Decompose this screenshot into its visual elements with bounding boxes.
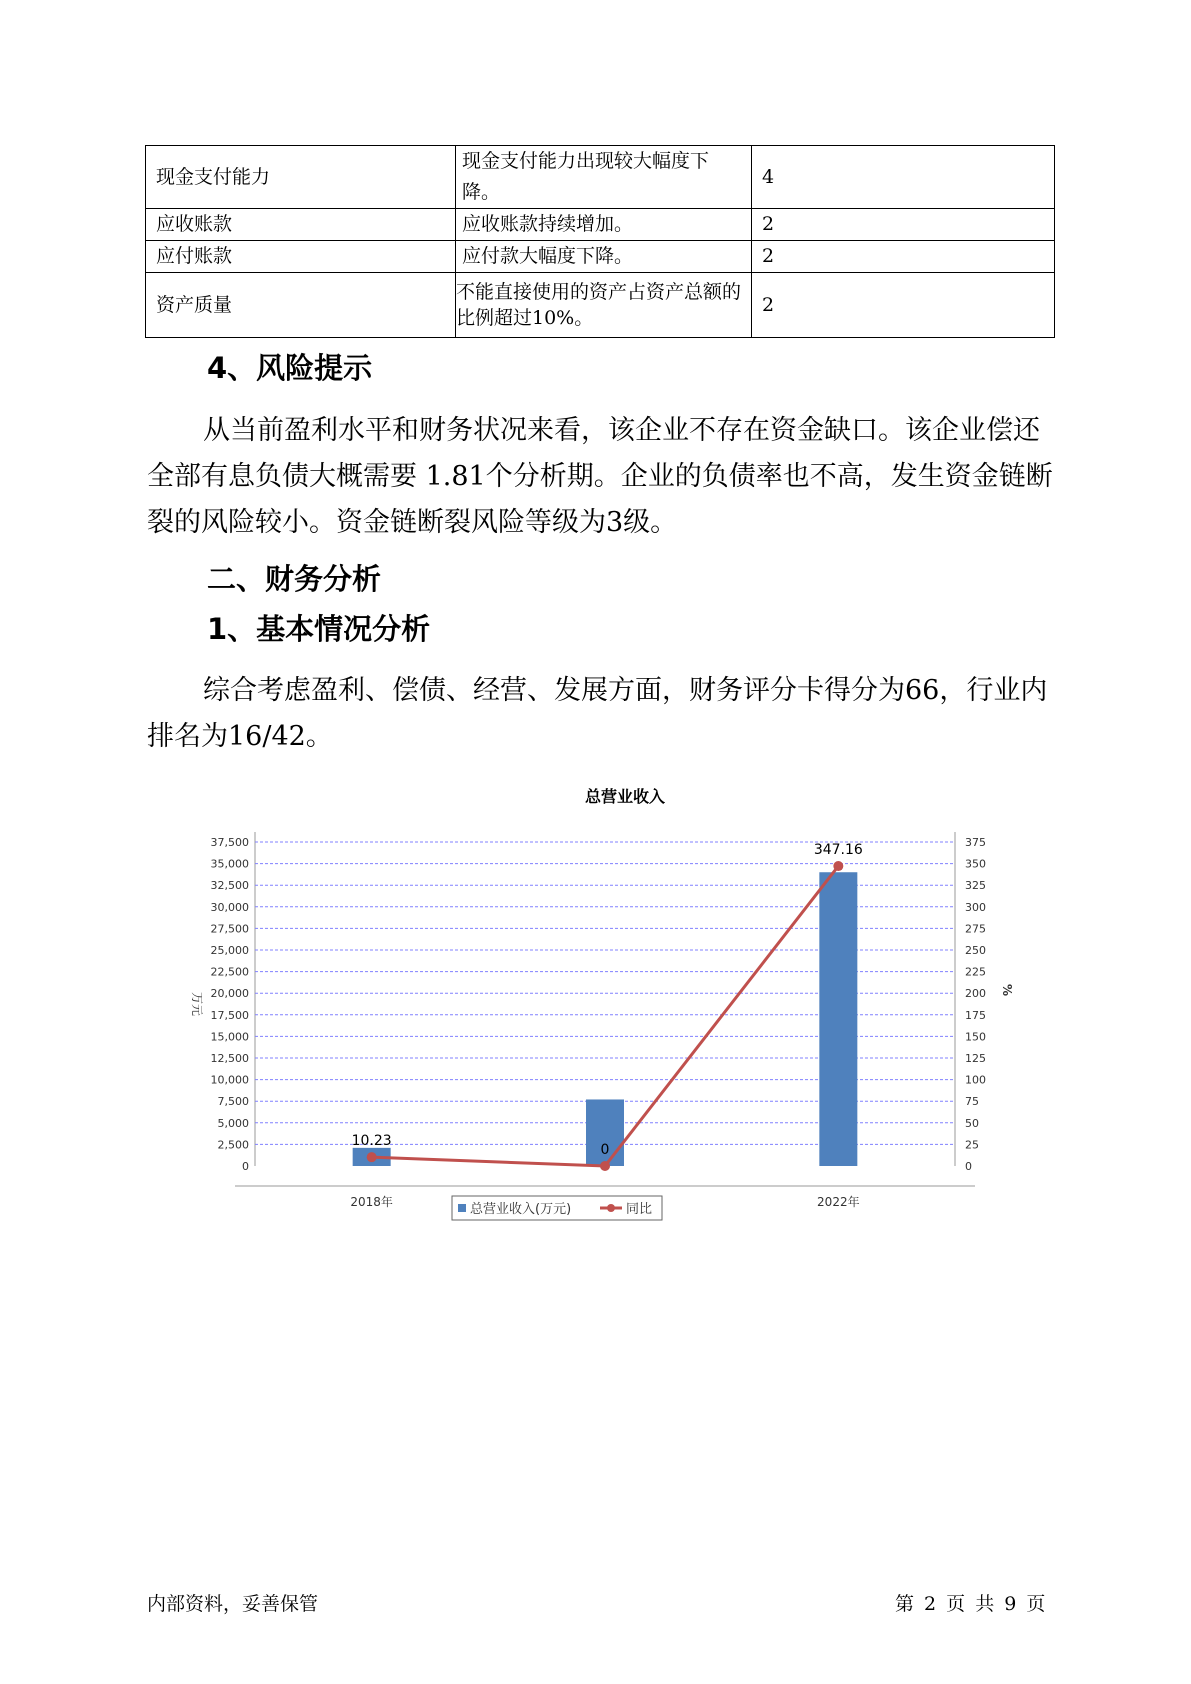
y2-axis-label: % xyxy=(1000,983,1014,997)
table-cell-desc: 不能直接使用的资产占资产总额的比例超过10%。 xyxy=(456,273,752,338)
section-heading-finance: 二、财务分析 xyxy=(207,562,382,596)
y-tick-label: 35,000 xyxy=(210,857,249,871)
table-cell-item: 应付账款 xyxy=(146,241,456,273)
y-tick-label: 25,000 xyxy=(210,944,249,957)
x-tick-label: 2022年 xyxy=(817,1195,860,1209)
table-cell-level: 4 xyxy=(752,146,1055,209)
legend-swatch-revenue xyxy=(458,1204,466,1212)
finance-paragraph: 综合考虑盈利、偿债、经营、发展方面，财务评分卡得分为66，行业内排名为16/42。 xyxy=(147,675,1048,752)
chart-title: 总营业收入 xyxy=(584,787,666,806)
y2-tick-label: 275 xyxy=(965,922,986,936)
y2-tick-label: 125 xyxy=(965,1052,986,1065)
y-tick-label: 0 xyxy=(242,1160,249,1173)
y-tick-label: 17,500 xyxy=(210,1008,249,1022)
y2-tick-label: 75 xyxy=(965,1095,979,1109)
risk-indicator-table xyxy=(145,145,1055,338)
table-cell-item: 资产质量 xyxy=(146,273,456,338)
y2-tick-label: 225 xyxy=(965,965,986,979)
y2-tick-label: 375 xyxy=(965,836,986,849)
legend-label-revenue: 总营业收入(万元) xyxy=(470,1202,572,1217)
table-cell-item: 现金支付能力 xyxy=(146,146,456,209)
y2-tick-label: 250 xyxy=(965,944,986,957)
y2-tick-label: 325 xyxy=(965,879,986,893)
table-cell-desc: 应付款大幅度下降。 xyxy=(456,241,752,273)
y2-tick-label: 25 xyxy=(965,1138,979,1152)
y2-tick-label: 175 xyxy=(965,1008,986,1022)
y-tick-label: 15,000 xyxy=(210,1030,249,1044)
table-cell-level: 2 xyxy=(752,209,1055,241)
y-tick-label: 30,000 xyxy=(210,900,249,914)
y-tick-label: 32,500 xyxy=(210,879,249,893)
y-tick-label: 7,500 xyxy=(217,1095,249,1109)
y2-tick-label: 300 xyxy=(965,900,986,914)
revenue-chart xyxy=(175,780,1025,1250)
y-tick-label: 2,500 xyxy=(217,1138,249,1152)
y2-tick-label: 350 xyxy=(965,857,986,871)
y-tick-label: 27,500 xyxy=(210,922,249,936)
y-axis-label: 万元 xyxy=(190,991,204,1017)
y2-tick-label: 50 xyxy=(965,1116,979,1130)
y-tick-label: 20,000 xyxy=(210,987,249,1001)
data-label-yoy: 347.16 xyxy=(813,842,863,859)
y2-tick-label: 0 xyxy=(965,1160,972,1173)
y-tick-label: 10,000 xyxy=(210,1073,249,1087)
y-tick-label: 12,500 xyxy=(210,1052,249,1065)
table-row xyxy=(146,273,1055,338)
y-tick-label: 22,500 xyxy=(210,965,249,979)
table-row xyxy=(146,241,1055,273)
table-cell-desc: 现金支付能力出现较大幅度下降。 xyxy=(456,146,752,209)
bar-revenue xyxy=(819,872,857,1166)
data-label-yoy: 0 xyxy=(600,1142,610,1158)
point-yoy xyxy=(367,1152,377,1162)
x-tick-label: 2018年 xyxy=(350,1195,393,1209)
legend-point-yoy xyxy=(607,1204,615,1212)
footer-page-number: 第 2 页 共 9 页 xyxy=(895,1593,1046,1615)
legend-label-yoy: 同比 xyxy=(626,1202,653,1217)
table-cell-item: 应收账款 xyxy=(146,209,456,241)
data-label-yoy: 10.23 xyxy=(351,1133,392,1150)
risk-paragraph: 从当前盈利水平和财务状况来看，该企业不存在资金缺口。该企业偿还全部有息负债大概需要 1.81个分析期。企业的负债率也不高，发生资金链断裂的风险较小。资金链断裂风险等级为3级。 xyxy=(147,415,1053,538)
footer-confidential: 内部资料，妥善保管 xyxy=(147,1593,319,1615)
table-row xyxy=(146,146,1055,209)
table-cell-level: 2 xyxy=(752,241,1055,273)
subsection-heading-basic: 1、基本情况分析 xyxy=(207,612,431,646)
table-cell-level: 2 xyxy=(752,273,1055,338)
point-yoy xyxy=(600,1161,610,1171)
revenue-chart-svg xyxy=(175,780,1025,1250)
y-tick-label: 5,000 xyxy=(217,1116,249,1130)
table-cell-desc: 应收账款持续增加。 xyxy=(456,209,752,241)
section-heading-risk: 4、风险提示 xyxy=(207,351,373,385)
point-yoy xyxy=(833,861,843,871)
y2-tick-label: 100 xyxy=(965,1073,986,1087)
y2-tick-label: 150 xyxy=(965,1030,986,1044)
y-tick-label: 37,500 xyxy=(210,836,249,849)
table-row xyxy=(146,209,1055,241)
y2-tick-label: 200 xyxy=(965,987,986,1001)
